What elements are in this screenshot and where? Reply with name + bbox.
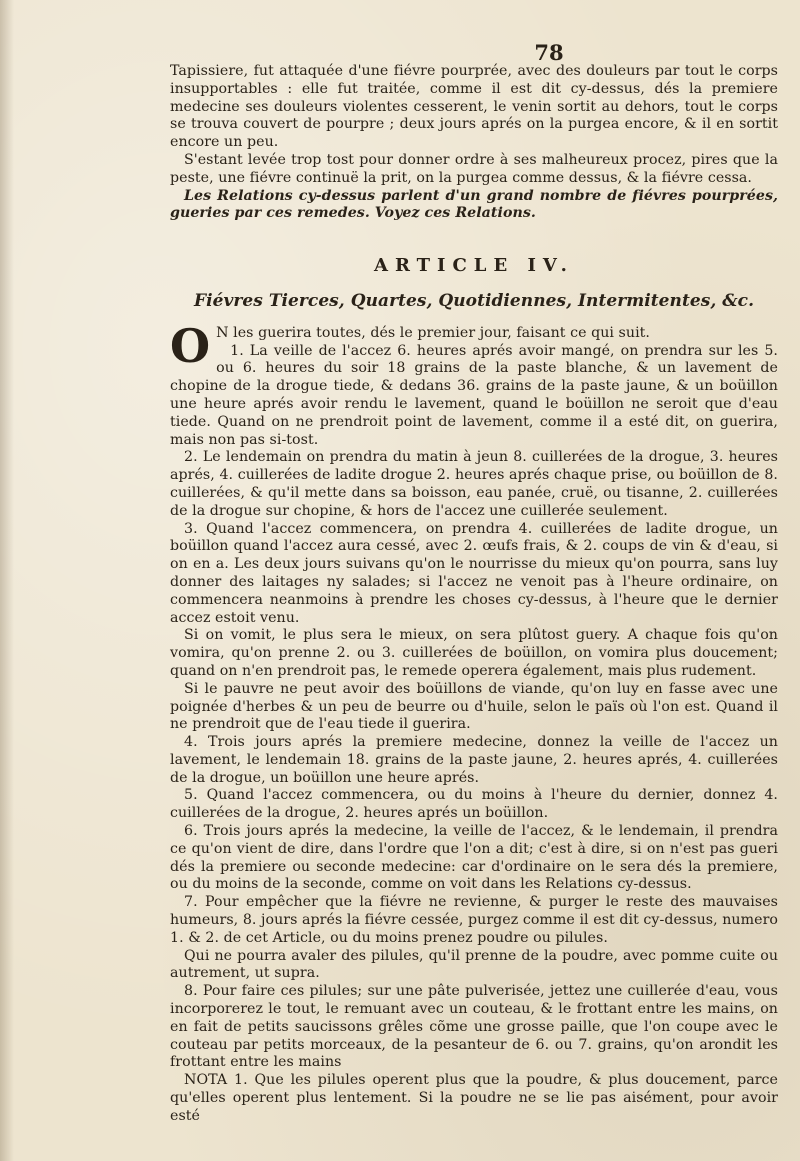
paragraph: S'estant levée trop tost pour donner ordre à ses malheureux procez, pires que la peste, une fiévre continuë la prit, on la purgea comme dessus, & la fiévre cessa. [170, 151, 778, 186]
paragraph: Les Relations cy-dessus parlent d'un grand nombre de fiévres pourprées, gueries par ces remedes. Voyez ces Relations. [170, 187, 778, 222]
paragraph: 2. Le lendemain on prendra du matin à jeun 8. cuillerées de la drogue, 3. heures aprés, 4. cuillerées de ladite drogue 2. heures aprés chaque prise, ou boüillon de 8. cuillerées, & qu'il mette dans sa boisson, eau panée, cruë, ou tisanne, 2. cuillerées de la drogue sur chopine, & hors de l'accez une cuillerée seulement. [170, 449, 778, 519]
intro-text: N les guerira toutes, dés le premier jour, faisant ce qui suit. [216, 324, 650, 341]
paragraph: 4. Trois jours aprés la premiere medecine, donnez la veille de l'accez un lavement, le lendemain 18. grains de la paste jaune, 2. heures aprés, 4. cuillerées de la drogue, un boüillon une heure aprés. [170, 734, 778, 786]
paragraph: 8. Pour faire ces pilules; sur une pâte pulverisée, jettez une cuillerée d'eau, vous incorporerez le tout, le remuant avec un couteau, & le frottant entre les mains, on en fait de petits saucissons grêles cõme une grosse paille, que l'on coupe avec le couteau par petits morceaux, de la pesanteur de 6. ou 7. grains, qu'on arondit les frottant entre les mains [170, 983, 778, 1071]
paragraph: 3. Quand l'accez commencera, on prendra 4. cuillerées de ladite drogue, un boüillon quand l'accez aura cessé, avec 2. œufs frais, & 2. coups de vin & d'eau, si on en a. Les deux jours suivans qu'on le nourrisse du mieux qu'on pourra, sans luy donner des laitages ny salades; si l'accez ne venoit pas à l'heure ordinaire, on commencera neanmoins à prendre les choses cy-dessus, à l'heure que le dernier accez estoit venu. [170, 520, 778, 626]
paragraph: Si le pauvre ne peut avoir des boüillons de viande, qu'on luy en fasse avec une poignée d'herbes & un peu de beurre ou d'huile, selon le païs où l'on est. Quand il ne prendroit que de l'eau tiede il guerira. [170, 680, 778, 733]
paragraph: 7. Pour empêcher que la fiévre ne revienne, & purger le reste des mauvaises humeurs, 8. jours aprés la fiévre cessée, purgez comme il est dit cy-dessus, numero 1. & 2. de cet Article, ou du moins prenez poudre ou pilules. [170, 894, 778, 946]
page-text [170, 63, 778, 1126]
article-subheading: Fiévres Tierces, Quartes, Quotidiennes, Intermitentes, &c. [193, 290, 755, 311]
drop-cap: O [170, 318, 211, 373]
paragraph: Tapissiere, fut attaquée d'une fiévre pourprée, avec des douleurs par tout le corps insupportables : elle fut traitée, comme il est dit cy-dessus, dés la premiere medecine ses douleurs violentes cesserent, le venin sortit au dehors, tout le corps se trouva couvert de pourpre ; deux jours aprés on la purgea encore, & il en sortit encore un peu. [170, 63, 778, 151]
paragraph: 1. La veille de l'accez 6. heures aprés avoir mangé, on prendra sur les 5. ou 6. heures du soir 18 grains de la paste blanche, & un lavement de chopine de la drogue tiede, & dedans 36. grains de la paste jaune, & un boüillon une heure aprés avoir rendu le lavement, quand le boüillon ne seroit que d'eau tiede. Quand on ne prendroit point de lavement, comme il a esté dit, on guerira, mais non pas si-tost. [170, 342, 778, 448]
paragraph: NOTA 1. Que les pilules operent plus que la poudre, & plus doucement, parce qu'elles operent plus lentement. Si la poudre ne se lie pas aisément, pour avoir esté [170, 1072, 778, 1124]
article-heading: ARTICLE IV. [374, 255, 574, 277]
paragraph: Qui ne pourra avaler des pilules, qu'il prenne de la poudre, avec pomme cuite ou autrement, ut supra. [170, 947, 778, 982]
intro-paragraph [170, 318, 778, 373]
paragraph: Si on vomit, le plus sera le mieux, on sera plûtost guery. A chaque fois qu'on vomira, qu'on prenne 2. ou 3. cuillerées de boüillon, on vomira plus doucement; quand on n'en prendroit pas, le remede operera également, mais plus rudement. [170, 627, 778, 679]
paragraph: 5. Quand l'accez commencera, ou du moins à l'heure du dernier, donnez 4. cuillerées de la drogue, 2. heures aprés un boüillon. [170, 787, 778, 822]
paragraph: 6. Trois jours aprés la medecine, la veille de l'accez, & le lendemain, il prendra ce qu'on vient de dire, dans l'ordre que l'on a dit; c'est à dire, si on n'est pas gueri dés la premiere ou seconde medecine: car d'ordinaire on le sera dés la premiere, ou du moins de la seconde, comme on voit dans les Relations cy-dessus. [170, 823, 778, 893]
page-number: 78 [534, 40, 564, 65]
